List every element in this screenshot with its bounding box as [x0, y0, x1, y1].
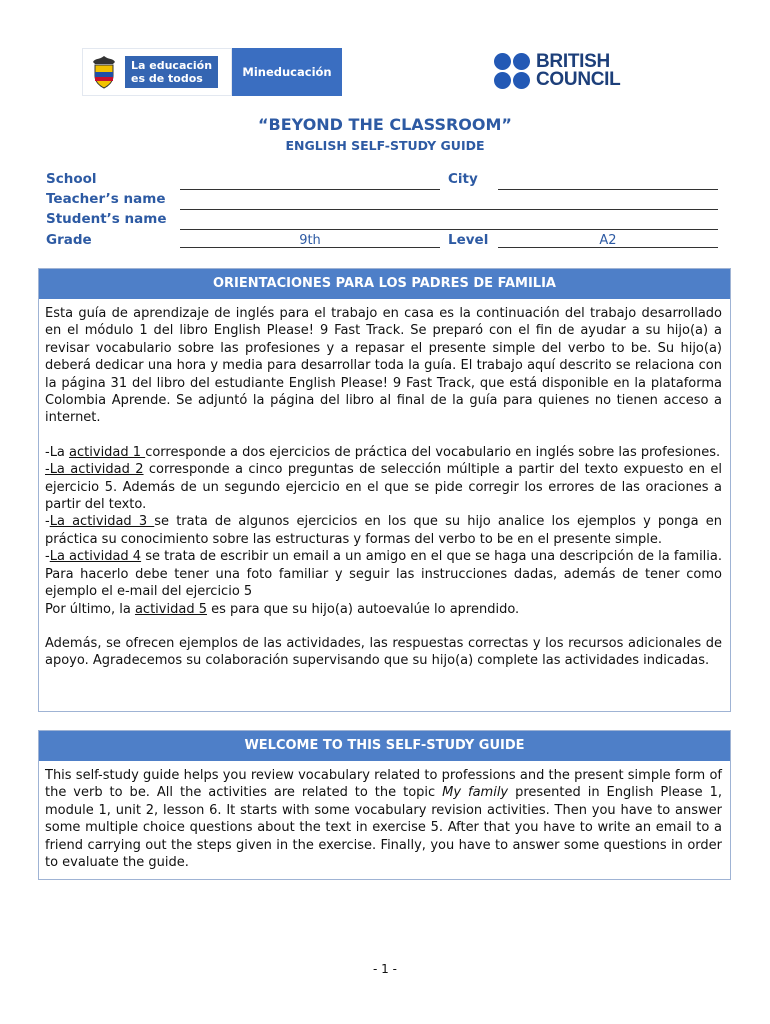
activity-4-prefix: -	[45, 549, 50, 565]
activity-3-text: se trata de algunos ejercicios en los que su hijo analice los ejemplos y ponga en práctica su conocimiento sobre las estructuras y formas del verbo to be en el presente simple.	[45, 514, 722, 547]
grade-field[interactable]: 9th	[180, 233, 440, 248]
level-label: Level	[448, 232, 489, 248]
activity-4-paragraph	[45, 548, 722, 600]
bc-line-2: COUNCIL	[536, 69, 621, 90]
welcome-heading: WELCOME TO THIS SELF-STUDY GUIDE	[39, 731, 730, 761]
welcome-body	[39, 761, 730, 871]
page-title: “BEYOND THE CLASSROOM”	[258, 115, 512, 134]
mineducacion-line-2: es de todos	[131, 72, 203, 85]
parents-guidance-box	[38, 268, 731, 712]
activity-1-prefix: -La	[45, 444, 70, 460]
welcome-topic: My family	[442, 785, 509, 801]
activity-4-text: se trata de escribir un email a un amigo en el que se haga una descripción de la familia. Para hacerlo debe tener una foto familiar y seguir las instrucciones dadas, además de tener como ejemplo el e-mail del ejercicio 5	[45, 549, 723, 600]
bc-line-1: BRITISH	[536, 51, 610, 72]
activity-5-paragraph	[45, 601, 722, 618]
parents-closing-paragraph: Además, se ofrecen ejemplos de las actividades, las respuestas correctas y los recursos adicionales de apoyo. Agradecemos su colaboración supervisando que su hijo(a) complete las actividades indicadas.	[45, 635, 722, 669]
activity-2-paragraph	[45, 461, 722, 513]
activity-2-link: -La actividad 2	[45, 462, 144, 478]
student-name-field[interactable]	[180, 215, 718, 230]
activity-1-link: actividad 1	[69, 444, 146, 460]
activity-1-paragraph	[45, 444, 722, 461]
activity-5-link: actividad 5	[134, 601, 207, 617]
school-label: School	[46, 171, 97, 187]
activity-5-text: es para que su hijo(a) autoevalúe lo aprendido.	[206, 601, 520, 617]
welcome-paragraph	[45, 767, 722, 871]
parents-guidance-body	[39, 299, 730, 670]
colombia-shield-icon	[89, 54, 119, 90]
mineducacion-logo-right: Mineducación	[232, 48, 342, 96]
activity-4-link: La actividad 4	[49, 549, 142, 565]
welcome-text-after: presented in English Please 1, module 1, unit 2, lesson 6. It starts with some vocabulary revision activities. Then you have to answer some multiple choice questions about the text in exercise 5. After that you have to write an email to a friend carrying out the steps given in the exercise. Finally, you have to answer some questions in order to evaluate the guide.	[45, 785, 722, 871]
activity-3-paragraph	[45, 513, 722, 548]
grade-label: Grade	[46, 232, 92, 248]
british-council-wordmark	[536, 53, 620, 89]
teacher-name-label: Teacher’s name	[46, 191, 166, 207]
page-number: - 1 -	[373, 962, 397, 976]
mineducacion-line-1: La educación	[131, 59, 213, 72]
activity-2-text: corresponde a cinco preguntas de selección múltiple a partir del texto expuesto en el ejercicio 5. Además de un segundo ejercicio en el que se pide corregir los errores de las oraciones a partir del texto.	[45, 462, 722, 513]
level-field[interactable]: A2	[498, 233, 718, 248]
welcome-box	[38, 730, 731, 880]
activity-5-prefix: Por último, la	[45, 601, 135, 617]
british-council-dots-icon	[494, 53, 530, 89]
page-subtitle: ENGLISH SELF-STUDY GUIDE	[285, 138, 485, 153]
school-field[interactable]	[180, 175, 440, 190]
welcome-text-before: This self-study guide helps you review vocabulary related to professions and the present simple form of the verb to be. All the activities are related to the topic	[45, 768, 722, 801]
activity-3-prefix: -	[45, 514, 50, 530]
british-council-logo	[494, 50, 634, 92]
city-field[interactable]	[498, 175, 718, 190]
mineducacion-logo-text	[125, 56, 218, 88]
mineducacion-logo	[82, 48, 342, 96]
teacher-name-field[interactable]	[180, 195, 718, 210]
parents-guidance-heading: ORIENTACIONES PARA LOS PADRES DE FAMILIA	[39, 269, 730, 299]
activity-3-link: La actividad 3	[49, 514, 155, 530]
activity-1-text: corresponde a dos ejercicios de práctica del vocabulario en inglés sobre las profesiones.	[145, 444, 721, 460]
mineducacion-logo-left	[82, 48, 232, 96]
city-label: City	[448, 171, 478, 187]
student-name-label: Student’s name	[46, 211, 167, 227]
parents-intro-paragraph: Esta guía de aprendizaje de inglés para el trabajo en casa es la continuación del trabajo desarrollado en el módulo 1 del libro English Please! 9 Fast Track. Se preparó con el fin de ayudar a su hijo(a) a revisar vocabulario sobre las profesiones y a repasar el presente simple del verbo to be. Su hijo(a) deberá dedicar una hora y media para desarrollar toda la guía. El trabajo aquí descrito se relaciona con la página 31 del libro del estudiante English Please! 9 Fast Track, que está disponible en la plataforma Colombia Aprende. Se adjuntó la página del libro al final de la guía para quienes no tienen acceso a internet.	[45, 306, 722, 426]
